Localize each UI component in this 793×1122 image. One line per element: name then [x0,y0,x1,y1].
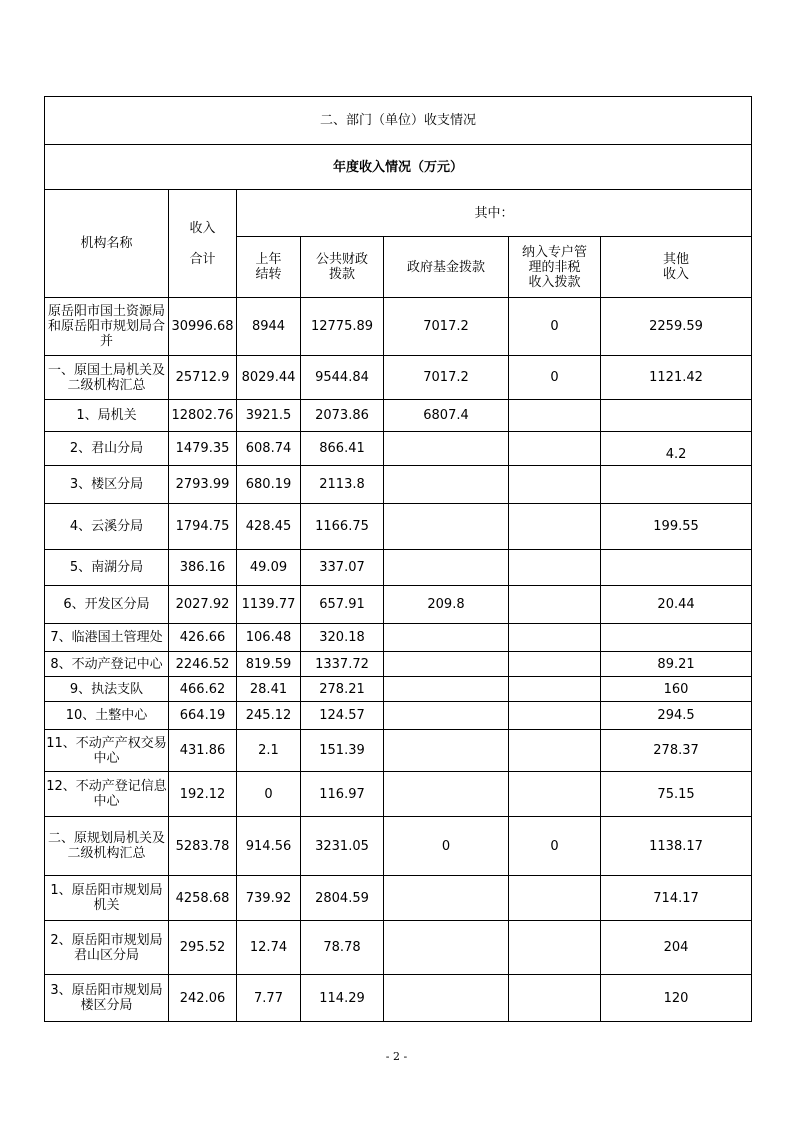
row-carryover: 428.45 [237,504,301,550]
row-other: 199.55 [601,504,752,550]
row-carryover: 106.48 [237,624,301,652]
row-fund: 6807.4 [384,400,509,432]
row-fiscal: 114.29 [301,975,384,1022]
row-other [601,624,752,652]
table-row [45,586,752,624]
row-fiscal: 278.21 [301,677,384,702]
row-other [601,400,752,432]
row-fund: 0 [384,817,509,876]
row-name: 二、原规划局机关及二级机构汇总 [45,817,169,876]
row-other: 89.21 [601,652,752,677]
header-among: 其中： [237,190,752,237]
row-fiscal: 78.78 [301,921,384,975]
table-row [45,702,752,730]
row-total: 295.52 [169,921,237,975]
header-other-line1: 其他 [663,252,690,267]
row-carryover: 12.74 [237,921,301,975]
row-total: 431.86 [169,730,237,772]
row-fund [384,550,509,586]
row-fund [384,702,509,730]
table-row [45,466,752,504]
row-total: 1794.75 [169,504,237,550]
table-row [45,817,752,876]
row-other: 294.5 [601,702,752,730]
header-carryover [237,237,301,298]
row-name: 原岳阳市国土资源局和原岳阳市规划局合并 [45,298,169,356]
table-row [45,504,752,550]
table-row [45,652,752,677]
table-row [45,298,752,356]
row-nontax [509,586,601,624]
row-name: 3、原岳阳市规划局楼区分局 [45,975,169,1022]
row-total: 25712.9 [169,356,237,400]
header-other-line2: 收入 [663,267,690,282]
row-total: 2027.92 [169,586,237,624]
row-other: 1138.17 [601,817,752,876]
row-carryover: 7.77 [237,975,301,1022]
row-carryover: 245.12 [237,702,301,730]
row-name: 8、不动产登记中心 [45,652,169,677]
row-name: 11、不动产产权交易中心 [45,730,169,772]
row-name: 一、原国土局机关及二级机构汇总 [45,356,169,400]
row-carryover: 28.41 [237,677,301,702]
row-nontax [509,975,601,1022]
row-nontax [509,730,601,772]
row-name: 4、云溪分局 [45,504,169,550]
row-carryover: 3921.5 [237,400,301,432]
row-other: 4.2 [601,432,752,466]
header-nontax-line3: 收入拨款 [528,274,581,290]
row-name: 1、原岳阳市规划局机关 [45,876,169,921]
row-name: 1、局机关 [45,400,169,432]
row-fiscal: 2113.8 [301,466,384,504]
row-name: 12、不动产登记信息中心 [45,772,169,817]
row-name: 2、原岳阳市规划局君山区分局 [45,921,169,975]
table-row [45,624,752,652]
row-total: 426.66 [169,624,237,652]
table-row [45,400,752,432]
row-nontax [509,652,601,677]
table-row [45,677,752,702]
header-carry-line1: 上年 [255,252,282,267]
row-nontax [509,400,601,432]
table-row [45,975,752,1022]
row-other: 160 [601,677,752,702]
row-fiscal: 116.97 [301,772,384,817]
row-carryover: 8029.44 [237,356,301,400]
row-nontax [509,466,601,504]
row-total: 242.06 [169,975,237,1022]
row-total: 12802.76 [169,400,237,432]
row-fiscal: 2804.59 [301,876,384,921]
page-title: 二、部门（单位）收支情况 [45,97,752,145]
row-name: 7、临港国土管理处 [45,624,169,652]
row-fund [384,466,509,504]
header-carry-line2: 结转 [255,267,282,282]
table-subtitle: 年度收入情况（万元） [45,145,752,190]
row-fund [384,432,509,466]
row-nontax [509,677,601,702]
table-row [45,432,752,466]
row-other: 714.17 [601,876,752,921]
income-table [44,96,752,1022]
row-fiscal: 124.57 [301,702,384,730]
row-carryover: 2.1 [237,730,301,772]
header-fiscal-line1: 公共财政 [315,252,368,267]
row-other [601,466,752,504]
row-nontax [509,624,601,652]
row-name: 6、开发区分局 [45,586,169,624]
header-nontax-line1: 纳入专户管 [521,244,587,260]
row-carryover: 8944 [237,298,301,356]
row-fund [384,652,509,677]
row-fiscal: 3231.05 [301,817,384,876]
header-org-name: 机构名称 [45,190,169,298]
row-carryover: 680.19 [237,466,301,504]
row-total: 386.16 [169,550,237,586]
row-nontax [509,550,601,586]
row-total: 664.19 [169,702,237,730]
header-total-line2: 合计 [189,251,216,267]
row-fund [384,975,509,1022]
header-total [169,190,237,298]
row-fund: 209.8 [384,586,509,624]
row-fund [384,677,509,702]
row-fiscal: 866.41 [301,432,384,466]
page-number: - 2 - [385,1050,408,1063]
row-carryover: 914.56 [237,817,301,876]
table-row [45,356,752,400]
row-fiscal: 12775.89 [301,298,384,356]
row-name: 3、楼区分局 [45,466,169,504]
row-nontax [509,702,601,730]
row-other: 120 [601,975,752,1022]
row-fund: 7017.2 [384,356,509,400]
row-name: 5、南湖分局 [45,550,169,586]
row-nontax [509,432,601,466]
row-nontax: 0 [509,817,601,876]
row-fund: 7017.2 [384,298,509,356]
row-other: 204 [601,921,752,975]
row-name: 9、执法支队 [45,677,169,702]
row-other [601,550,752,586]
row-name: 10、土整中心 [45,702,169,730]
row-total: 2793.99 [169,466,237,504]
row-fiscal: 657.91 [301,586,384,624]
row-fund [384,921,509,975]
row-nontax [509,772,601,817]
row-fund [384,504,509,550]
row-nontax [509,876,601,921]
row-fiscal: 2073.86 [301,400,384,432]
table-row [45,550,752,586]
row-nontax: 0 [509,356,601,400]
row-total: 192.12 [169,772,237,817]
row-carryover: 1139.77 [237,586,301,624]
row-fund [384,730,509,772]
row-fiscal: 151.39 [301,730,384,772]
row-total: 5283.78 [169,817,237,876]
row-nontax [509,504,601,550]
row-carryover: 49.09 [237,550,301,586]
row-carryover: 608.74 [237,432,301,466]
row-other: 278.37 [601,730,752,772]
row-total: 4258.68 [169,876,237,921]
row-total: 2246.52 [169,652,237,677]
row-name: 2、君山分局 [45,432,169,466]
header-fiscal-line2: 拨款 [328,267,355,282]
row-other: 75.15 [601,772,752,817]
row-carryover: 819.59 [237,652,301,677]
table-row [45,772,752,817]
row-total: 466.62 [169,677,237,702]
row-fiscal: 1337.72 [301,652,384,677]
row-fund [384,624,509,652]
row-fund [384,772,509,817]
row-fiscal: 1166.75 [301,504,384,550]
row-fiscal: 337.07 [301,550,384,586]
header-fund: 政府基金拨款 [384,237,509,298]
row-other: 2259.59 [601,298,752,356]
header-other [601,237,752,298]
row-carryover: 0 [237,772,301,817]
row-carryover: 739.92 [237,876,301,921]
header-fiscal [301,237,384,298]
table-row [45,730,752,772]
row-total: 30996.68 [169,298,237,356]
row-other: 20.44 [601,586,752,624]
table-row [45,876,752,921]
header-nontax [509,237,601,298]
row-fund [384,876,509,921]
row-nontax [509,921,601,975]
row-fiscal: 9544.84 [301,356,384,400]
row-other: 1121.42 [601,356,752,400]
row-fiscal: 320.18 [301,624,384,652]
table-row [45,921,752,975]
header-nontax-line2: 理的非税 [528,259,581,275]
row-nontax: 0 [509,298,601,356]
row-total: 1479.35 [169,432,237,466]
header-total-line1: 收入 [189,220,216,236]
